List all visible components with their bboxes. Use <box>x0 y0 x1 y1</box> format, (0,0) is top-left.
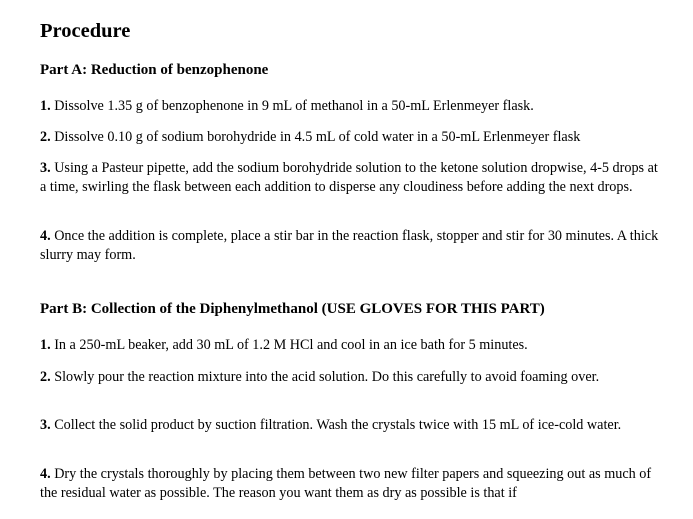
part-b-step-2 <box>40 368 665 387</box>
page-title: Procedure <box>40 20 131 42</box>
step-number: 4. <box>40 466 51 482</box>
step-text: Using a Pasteur pipette, add the sodium borohydride solution to the ketone solution dropwise, 4-5 drops at a time, swirling the flask between each addition to disperse any cloudiness before adding the next drops. <box>40 160 658 195</box>
step-number: 3. <box>40 417 51 433</box>
step-text: In a 250-mL beaker, add 30 mL of 1.2 M HCl and cool in an ice bath for 5 minutes. <box>50 337 528 353</box>
part-a-step-1 <box>40 97 665 116</box>
step-text: Collect the solid product by suction filtration. Wash the crystals twice with 15 mL of ice-cold water. <box>50 417 622 433</box>
part-a-step-3 <box>40 159 665 197</box>
step-number: 2. <box>40 129 51 145</box>
part-a-heading: Part A: Reduction of benzophenone <box>40 62 269 78</box>
step-number: 1. <box>40 337 51 353</box>
part-b-step-1 <box>40 336 665 355</box>
part-a-step-2 <box>40 128 665 147</box>
step-text: Slowly pour the reaction mixture into the acid solution. Do this carefully to avoid foaming over. <box>50 369 600 385</box>
step-number: 1. <box>40 98 51 114</box>
step-text: Dissolve 0.10 g of sodium borohydride in 4.5 mL of cold water in a 50-mL Erlenmeyer flask <box>50 129 581 145</box>
step-number: 3. <box>40 160 51 176</box>
part-b-step-3 <box>40 416 665 435</box>
step-text: Once the addition is complete, place a stir bar in the reaction flask, stopper and stir for 30 minutes. A thick slurry may form. <box>40 228 659 263</box>
step-text: Dissolve 1.35 g of benzophenone in 9 mL of methanol in a 50-mL Erlenmeyer flask. <box>50 98 534 114</box>
part-b-step-4 <box>40 465 665 503</box>
step-number: 2. <box>40 369 51 385</box>
step-text: Dry the crystals thoroughly by placing them between two new filter papers and squeezing out as much of the residual water as possible. The reason you want them as dry as possible is that if <box>40 466 652 501</box>
step-number: 4. <box>40 228 51 244</box>
part-b-heading: Part B: Collection of the Diphenylmethanol (USE GLOVES FOR THIS PART) <box>40 301 545 317</box>
part-a-step-4 <box>40 227 665 265</box>
